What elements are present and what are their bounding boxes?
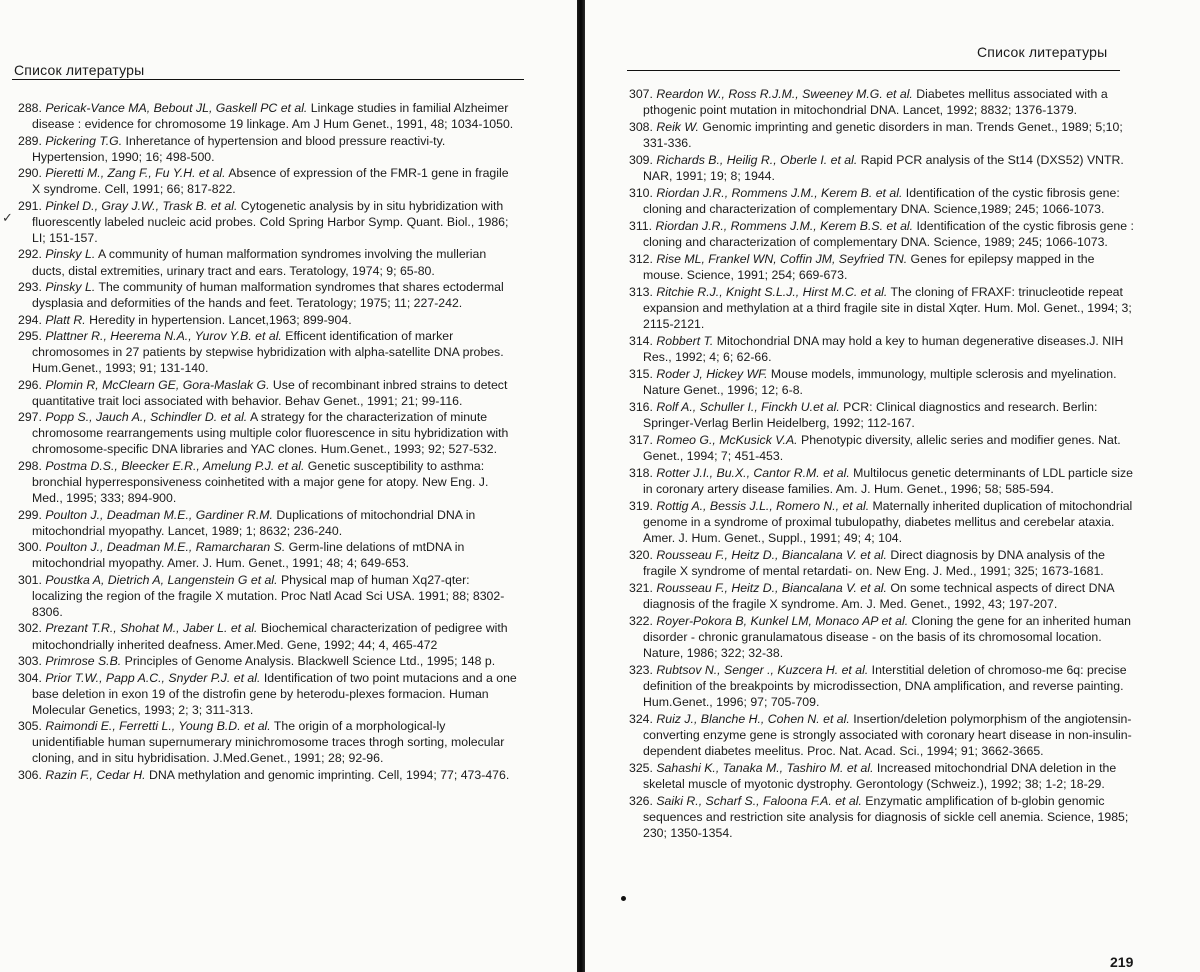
reference-entry	[629, 119, 1134, 151]
reference-entry	[18, 507, 518, 539]
reference-text: Genetic susceptibility to asthma: bronchial hyperresponsiveness coinhetited with a major gene for atopy. New Eng. J. Med., 1995; 333; 894-900.	[32, 458, 489, 506]
reference-entry	[18, 767, 518, 783]
reference-number: 317.	[629, 432, 653, 447]
reference-text: Mitochondrial DNA may hold a key to human degenerative diseases.J. NIH Res., 1992; 4; 6; 62-66.	[643, 333, 1124, 365]
reference-entry	[629, 432, 1134, 464]
reference-number: 315.	[629, 366, 653, 381]
reference-entry	[629, 760, 1134, 792]
reference-number: 299.	[18, 507, 42, 522]
reference-number: 308.	[629, 119, 653, 134]
reference-text: Diabetes mellitus associated with a pthogenic point mutation in mitochondrial DNA. Lancet, 1992; 8832; 1376-1379.	[643, 87, 1108, 118]
reference-authors: Pieretti M., Zang F., Fu Y.H. et al.	[45, 166, 226, 181]
reference-entry	[629, 547, 1134, 579]
reference-number: 301.	[18, 572, 42, 587]
reference-text: A community of human malformation syndromes involving the mullerian ducts, distal extremities, urinary tract and ears. Teratology, 1974; 9; 65-80.	[32, 247, 487, 278]
reference-number: 311.	[629, 218, 653, 233]
reference-text: Germ-line delations of mtDNA in mitochondrial myopathy. Amer. J. Hum. Genet., 1991; 48; 4; 649-653.	[32, 540, 465, 571]
reference-number: 316.	[629, 399, 653, 414]
reference-authors: Prior T.W., Papp A.C., Snyder P.J. et al.	[45, 670, 261, 685]
reference-entry	[18, 246, 518, 278]
right-running-header: Список литературы	[977, 44, 1108, 60]
reference-text: DNA methylation and genomic imprinting. Cell, 1994; 77; 473-476.	[145, 767, 510, 782]
reference-authors: Raimondi E., Ferretti L., Young B.D. et al.	[45, 719, 271, 734]
reference-entry	[629, 580, 1134, 612]
reference-entry	[629, 399, 1134, 431]
reference-authors: Royer-Pokora B, Kunkel LM, Monaco AP et al.	[656, 613, 909, 628]
reference-text: PCR: Clinical diagnostics and research. Berlin: Springer-Verlag Berlin Heidelberg, 1992; 112-167.	[643, 399, 1098, 431]
reference-entry	[18, 718, 518, 766]
left-header-rule	[12, 79, 524, 80]
reference-text: Enzymatic amplification of b-globin genomic sequences and restriction site analysis for diagnosis of sickle cell anemia. Science, 1985; 230; 1350-1354.	[643, 794, 1129, 841]
reference-text: On some technical aspects of direct DNA diagnosis of the fragile X syndrome. Am. J. Med. Genet., 1992, 43; 197-207.	[643, 580, 1114, 612]
reference-number: 289.	[18, 133, 42, 148]
reference-entry	[18, 328, 518, 376]
left-reference-list	[18, 100, 518, 783]
reference-authors: Poulton J., Deadman M.E., Gardiner R.M.	[45, 507, 273, 522]
reference-text: Genes for epilepsy mapped in the mouse. Science, 1991; 254; 669-673.	[643, 251, 1095, 283]
reference-entry	[18, 133, 518, 165]
reference-number: 294.	[18, 312, 42, 327]
reference-entry	[18, 458, 518, 506]
reference-entry	[18, 377, 518, 409]
reference-text: Multilocus genetic determinants of LDL particle size in coronary artery disease families. Am. J. Hum. Genet., 1996; 58; 585-594.	[643, 465, 1133, 497]
reference-authors: Ritchie R.J., Knight S.L.J., Hirst M.C. et al.	[656, 284, 888, 299]
pen-mark: ✓	[2, 210, 13, 225]
right-header-rule	[627, 70, 1120, 71]
reference-number: 307.	[629, 87, 653, 101]
reference-text: Interstitial deletion of chromoso-me 6q: precise definition of the breakpoints by microdissection, DNA amplification, and reverse painting. Hum.Genet., 1996; 97; 705-709.	[643, 663, 1127, 710]
right-page	[585, 0, 1200, 972]
reference-authors: Rise ML, Frankel WN, Coffin JM, Seyfried TN.	[656, 251, 908, 266]
reference-entry	[18, 539, 518, 571]
reference-authors: Romeo G., McKusick V.A.	[656, 432, 798, 447]
reference-number: 296.	[18, 377, 42, 392]
reference-entry	[629, 333, 1134, 365]
reference-authors: Rolf A., Schuller I., Finckh U.et al.	[656, 399, 840, 414]
reference-text: Cytogenetic analysis by in situ hybridization with fluorescently labeled nucleic acid probes. Cold Spring Harbor Symp. Quant. Biol., 1986; LI; 151-157.	[32, 198, 509, 245]
reference-entry	[629, 366, 1134, 398]
reference-number: 288.	[18, 101, 42, 115]
reference-entry	[629, 218, 1134, 250]
reference-authors: Postma D.S., Bleecker E.R., Amelung P.J. et al.	[45, 458, 305, 473]
reference-text: Principles of Genome Analysis. Blackwell Science Ltd., 1995; 148 p.	[121, 654, 496, 669]
reference-number: 312.	[629, 251, 653, 266]
reference-number: 304.	[18, 670, 42, 685]
reference-entry	[629, 284, 1134, 332]
right-reference-list	[629, 86, 1134, 842]
reference-authors: Riordan J.R., Rommens J.M., Kerem B. et al.	[656, 185, 903, 200]
reference-authors: Riordan J.R., Rommens J.M., Kerem B.S. et al.	[655, 218, 914, 233]
reference-authors: Pinkel D., Gray J.W., Trask B. et al.	[45, 198, 238, 213]
reference-entry	[629, 662, 1134, 710]
reference-number: 313.	[629, 284, 653, 299]
reference-authors: Roder J, Hickey WF.	[656, 366, 768, 381]
reference-entry	[629, 498, 1134, 546]
reference-text: Genomic imprinting and genetic disorders in man. Trends Genet., 1989; 5;10; 331-336.	[643, 119, 1123, 151]
reference-authors: Rubtsov N., Senger ., Kuzcera H. et al.	[656, 663, 869, 678]
reference-authors: Robbert T.	[656, 333, 714, 348]
reference-entry	[629, 793, 1134, 841]
reference-number: 295.	[18, 329, 42, 344]
reference-text: Mouse models, immunology, multiple sclerosis and myelination. Nature Genet., 1996; 12; 6-8.	[643, 366, 1117, 398]
reference-number: 314.	[629, 333, 653, 348]
reference-number: 322.	[629, 613, 653, 628]
reference-number: 303.	[18, 654, 42, 669]
reference-number: 324.	[629, 712, 653, 727]
reference-entry	[629, 185, 1134, 217]
reference-authors: Sahashi K., Tanaka M., Tashiro M. et al.	[656, 761, 874, 776]
reference-text: Direct diagnosis by DNA analysis of the fragile X syndrome of mental retardati- on. New Eng. J. Med., 1991; 325; 1673-1681.	[643, 547, 1105, 579]
reference-authors: Rousseau F., Heitz D., Biancalana V. et al.	[656, 580, 887, 595]
reference-text: Duplications of mitochondrial DNA in mitochondrial myopathy. Lancet, 1989; 1; 8632; 236-240.	[32, 507, 476, 538]
reference-text: Identification of two point mutacions and a one base deletion in exon 19 of the distrofin gene by heterodu-plexes formacion. Human Molecular Genetics, 1993; 2; 3; 311-313.	[32, 670, 517, 717]
reference-number: 325.	[629, 761, 653, 776]
reference-text: Rapid PCR analysis of the St14 (DXS52) VNTR. NAR, 1991; 19; 8; 1944.	[643, 152, 1124, 184]
reference-text: The community of human malformation syndromes that shares ectodermal dysplasia and deformities of the hands and feet. Teratology; 1975; 11; 227-242.	[32, 279, 504, 311]
reference-number: 291.	[18, 198, 42, 213]
reference-authors: Poulton J., Deadman M.E., Ramarcharan S.	[45, 540, 286, 555]
reference-entry	[629, 465, 1134, 497]
reference-text: Phenotypic diversity, allelic series and modifier genes. Nat. Genet., 1994; 7; 451-453.	[643, 432, 1121, 464]
reference-number: 309.	[629, 152, 653, 167]
reference-number: 292.	[18, 247, 42, 262]
reference-number: 321.	[629, 580, 653, 595]
reference-number: 318.	[629, 465, 653, 480]
reference-text: Inheretance of hypertension and blood pressure reactivi-ty. Hypertension, 1990; 16; 498-500.	[32, 133, 446, 164]
reference-text: Maternally inherited duplication of mitochondrial genome in a syndrome of proximal tubulopathy, diabetes mellitus and cerebelar ataxia. Amer. J. Hum. Genet., Suppl., 1991; 49; 4; 104.	[643, 498, 1133, 546]
reference-authors: Prezant T.R., Shohat M., Jaber L. et al.	[45, 621, 258, 636]
book-gutter	[577, 0, 585, 972]
reference-number: 306.	[18, 767, 42, 782]
reference-text: Identification of the cystic fibrosis gene: cloning and characterization of complementary DNA. Science,1989; 245; 1066-1073.	[643, 185, 1120, 217]
reference-text: Use of recombinant inbred strains to detect quantitative trait loci associated with behavior. Behav Genet., 1991; 21; 99-116.	[32, 377, 508, 408]
reference-number: 302.	[18, 621, 42, 636]
reference-number: 305.	[18, 719, 42, 734]
reference-entry	[629, 613, 1134, 661]
reference-authors: Poustka A, Dietrich A, Langenstein G et al.	[45, 572, 278, 587]
reference-number: 290.	[18, 166, 42, 181]
reference-entry	[18, 409, 518, 457]
reference-entry	[629, 86, 1134, 118]
reference-entry	[629, 251, 1134, 283]
reference-number: 300.	[18, 540, 42, 555]
reference-number: 326.	[629, 794, 653, 809]
reference-authors: Plattner R., Heerema N.A., Yurov Y.B. et al.	[45, 329, 282, 344]
reference-number: 297.	[18, 410, 42, 425]
reference-authors: Rotter J.I., Bu.X., Cantor R.M. et al.	[656, 465, 850, 480]
reference-text: Biochemical characterization of pedigree with mitochondrially inherited deafness. Amer.Med. Gene, 1992; 44; 4, 465-472	[32, 621, 508, 652]
reference-entry	[18, 653, 518, 669]
reference-authors: Razin F., Cedar H.	[45, 767, 146, 782]
left-page	[0, 0, 580, 972]
reference-text: Cloning the gene for an inherited human disorder - chronic granulamatous disease - on the basis of its chromosomal location. Nature, 1986; 322; 32-38.	[643, 613, 1131, 661]
reference-authors: Reik W.	[656, 119, 699, 134]
page-number: 219	[1110, 954, 1134, 970]
reference-entry	[18, 165, 518, 197]
reference-entry	[18, 279, 518, 311]
reference-authors: Pickering T.G.	[45, 133, 123, 148]
reference-entry	[18, 312, 518, 328]
reference-authors: Reardon W., Ross R.J.M., Sweeney M.G. et al.	[656, 87, 913, 101]
reference-text: A strategy for the characterization of minute chromosome rearrangements using multiple color fluorescence in situ hybridization with chromosome-specific DNA libraries and YAC clones. Hum.Genet., 1993; 92; 527-532.	[32, 410, 509, 457]
reference-entry	[18, 670, 518, 718]
reference-number: 293.	[18, 279, 42, 294]
reference-text: Absence of expression of the FMR-1 gene in fragile X syndrome. Cell, 1991; 66; 817-822.	[32, 166, 509, 197]
reference-authors: Richards B., Heilig R., Oberle I. et al.	[656, 152, 858, 167]
reference-number: 320.	[629, 547, 653, 562]
reference-entry	[629, 711, 1134, 759]
reference-authors: Primrose S.B.	[45, 654, 122, 669]
reference-text: Heredity in hypertension. Lancet,1963; 899-904.	[85, 312, 352, 327]
pen-dot-mark	[621, 896, 626, 901]
reference-authors: Rottig A., Bessis J.L., Romero N., et al.	[656, 498, 870, 513]
reference-authors: Saiki R., Scharf S., Faloona F.A. et al.	[656, 794, 862, 809]
reference-authors: Plomin R, McClearn GE, Gora-Maslak G.	[45, 377, 270, 392]
reference-number: 323.	[629, 663, 653, 678]
reference-text: The cloning of FRAXF: trinucleotide repeat expansion and methylation at a third fragile site in distal Xqter. Hum. Mol. Genet., 1994; 3; 2115-2121.	[643, 284, 1132, 332]
left-running-header: Список литературы	[14, 62, 145, 78]
reference-authors: Pericak-Vance MA, Bebout JL, Gaskell PC et al.	[45, 101, 308, 115]
reference-authors: Platt R.	[45, 312, 86, 327]
reference-number: 298.	[18, 458, 42, 473]
reference-text: Insertion/deletion polymorphism of the angiotensin-converting enzyme gene is strongly associated with coronary heart disease in non-insulin-dependent diabetes meelitus. Proc. Nat. Acad. Sci., 1994; 91; 3662-3665.	[643, 712, 1132, 759]
reference-text: Identification of the cystic fibrosis gene : cloning and characterization of complementary DNA. Science, 1989; 245; 1066-1073.	[643, 218, 1134, 250]
reference-authors: Pinsky L.	[45, 247, 96, 262]
reference-entry	[18, 572, 518, 620]
reference-text: Linkage studies in familial Alzheimer disease : evidence for chromosome 19 linkage. Am J Hum Genet., 1991, 48; 1034-1050.	[32, 101, 514, 132]
reference-text: Physical map of human Xq27-qter: localizing the region of the fragile X mutation. Proc Natl Acad Sci USA. 1991; 88; 8302-8306.	[32, 572, 505, 619]
reference-text: Efficent identification of marker chromosomes in 27 patients by stepwise hybridization with alpha-satellite DNA probes. Hum.Genet., 1993; 91; 131-140.	[32, 329, 504, 376]
reference-number: 310.	[629, 185, 653, 200]
reference-text: The origin of a morphological-ly unidentifiable human supernumerary minichromosome traces throgh sorting, molecular cloning, and in situ hybridisation. J.Med.Genet., 1991; 28; 92-96.	[32, 719, 505, 766]
reference-entry	[18, 198, 518, 246]
reference-entry	[18, 620, 518, 652]
reference-authors: Pinsky L.	[45, 279, 96, 294]
reference-text: Increased mitochondrial DNA deletion in the skeletal muscle of myotonic dystrophy. Gerontology (Schweiz.), 1992; 38; 1-2; 18-29.	[643, 761, 1117, 792]
reference-authors: Popp S., Jauch A., Schindler D. et al.	[45, 410, 248, 425]
reference-authors: Ruiz J., Blanche H., Cohen N. et al.	[656, 712, 850, 727]
reference-authors: Rousseau F., Heitz D., Biancalana V. et al.	[656, 547, 887, 562]
reference-number: 319.	[629, 498, 653, 513]
reference-entry	[18, 100, 518, 132]
reference-entry	[629, 152, 1134, 184]
